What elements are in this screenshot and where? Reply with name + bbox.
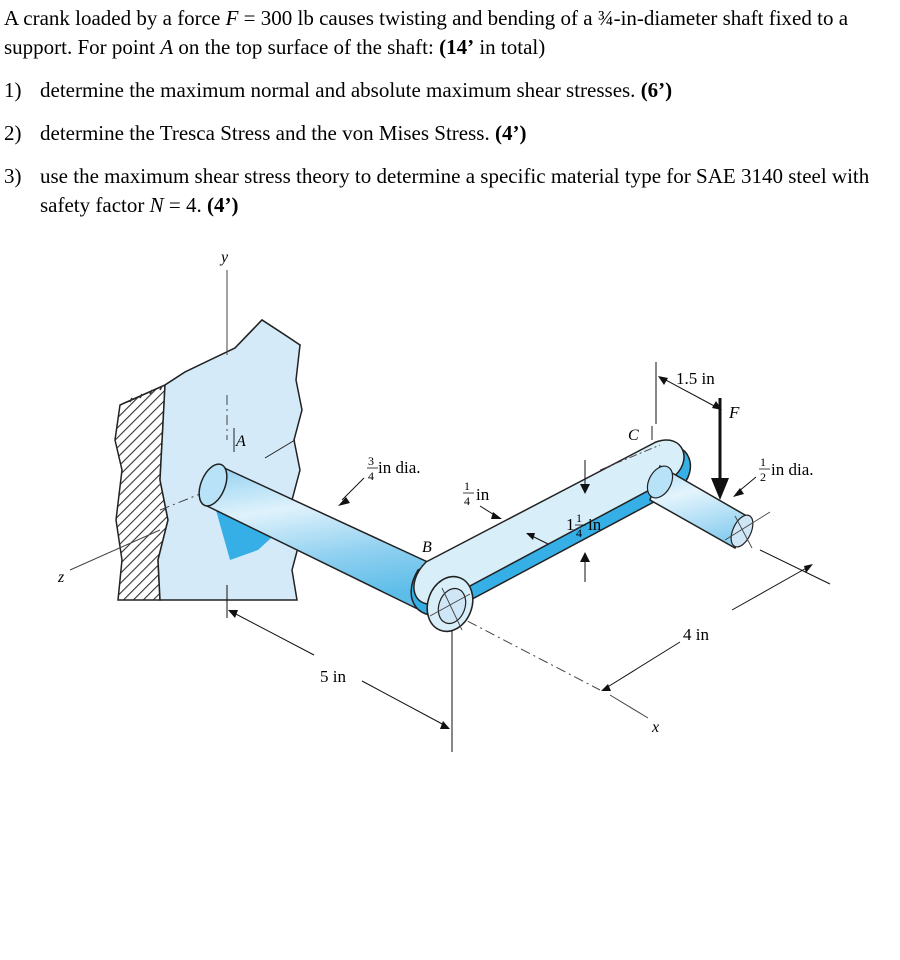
label-B: B	[422, 539, 432, 556]
question-text: use the maximum shear stress theory to determine a specific material type for SAE 3140 steel with safety factor	[40, 164, 870, 217]
question-2	[4, 119, 894, 148]
svg-text:3: 3	[368, 454, 374, 468]
question-number: 2)	[4, 121, 22, 145]
axis-z-label: z	[58, 569, 65, 586]
dim-arm-length	[601, 550, 830, 691]
question-number: 1)	[4, 78, 22, 102]
question-text: determine the maximum normal and absolute maximum shear stresses.	[40, 78, 641, 102]
label-A: A	[236, 433, 246, 450]
dim-pin-diameter	[733, 455, 814, 497]
svg-text:in: in	[476, 485, 490, 504]
problem-intro	[4, 4, 894, 62]
dim-shaft-diameter	[338, 454, 421, 506]
question-number: 3)	[4, 164, 22, 188]
total-points: (14’	[439, 35, 475, 59]
question-text-2: = 4.	[163, 193, 207, 217]
svg-text:1: 1	[464, 479, 470, 493]
question-points: (4’)	[206, 193, 239, 217]
safety-factor-symbol: N	[149, 193, 164, 217]
dim-force-offset	[656, 362, 722, 424]
problem-statement	[4, 4, 894, 220]
question-text: determine the Tresca Stress and the von Mises Stress.	[40, 121, 495, 145]
svg-text:4: 4	[464, 494, 470, 508]
question-1	[4, 76, 894, 105]
question-points: (6’)	[640, 78, 673, 102]
force-symbol: F	[225, 6, 239, 30]
intro-text-2: = 300 lb causes twisting and bending of a ¾-in-diameter shaft fixed to a support. For point	[4, 6, 849, 59]
label-C: C	[628, 427, 639, 444]
svg-text:1.5 in: 1.5 in	[676, 369, 715, 388]
force-arrow	[711, 398, 729, 500]
pin-shaft	[642, 462, 757, 550]
svg-text:2: 2	[760, 470, 766, 484]
svg-text:1: 1	[760, 455, 766, 469]
crank-figure	[0, 240, 900, 760]
svg-text:in: in	[588, 515, 602, 534]
total-suffix: in total)	[474, 35, 546, 59]
svg-text:5 in: 5 in	[320, 667, 346, 686]
intro-text-1: A crank loaded by a force	[4, 6, 226, 30]
crank-arm	[411, 440, 690, 638]
fixed-support	[115, 320, 302, 600]
axis-x-label: x	[652, 719, 660, 736]
svg-text:4 in: 4 in	[683, 625, 709, 644]
question-3	[4, 162, 894, 220]
intro-text-3: on the top surface of the shaft:	[173, 35, 440, 59]
svg-text:4: 4	[576, 526, 582, 540]
axis-y-label: y	[221, 249, 229, 266]
svg-text:in dia.: in dia.	[378, 458, 421, 477]
question-points: (4’)	[494, 121, 527, 145]
label-F: F	[729, 403, 740, 422]
svg-text:in dia.: in dia.	[771, 460, 814, 479]
point-symbol: A	[160, 35, 174, 59]
svg-text:1: 1	[576, 511, 582, 525]
svg-text:4: 4	[368, 469, 374, 483]
svg-text:1: 1	[566, 515, 575, 534]
